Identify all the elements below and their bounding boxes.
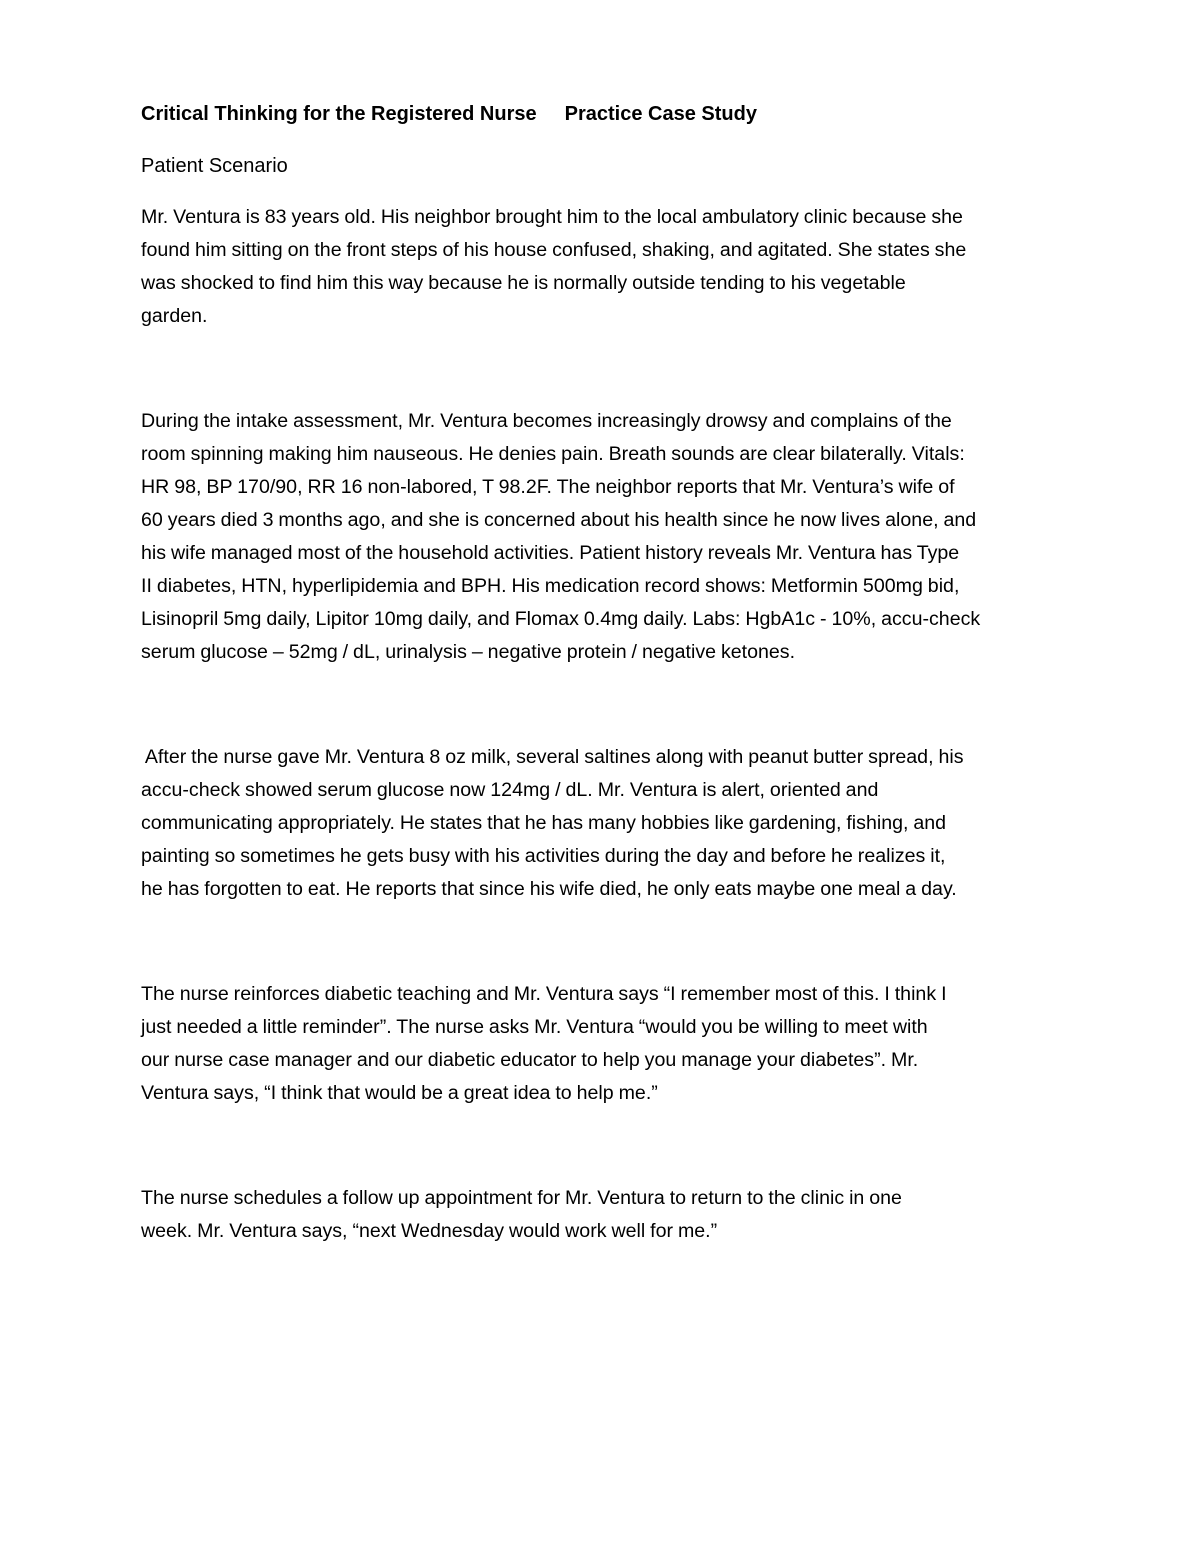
paragraph-line: Ventura says, “I think that would be a great idea to help me.” [141, 1082, 658, 1104]
paragraph-line: week. Mr. Ventura says, “next Wednesday would work well for me.” [141, 1220, 718, 1242]
paragraph-line: just needed a little reminder”. The nurse asks Mr. Ventura “would you be willing to meet with [141, 1016, 928, 1038]
paragraph-line: The nurse schedules a follow up appointment for Mr. Ventura to return to the clinic in one [141, 1187, 902, 1209]
document-body [141, 98, 1071, 1248]
paragraph-intro [141, 201, 1071, 333]
paragraph-after-treatment [141, 741, 1071, 906]
paragraph-line: was shocked to find him this way because he is normally outside tending to his vegetable [141, 272, 906, 294]
paragraph-line: our nurse case manager and our diabetic educator to help you manage your diabetes”. Mr. [141, 1049, 919, 1071]
paragraph-line: II diabetes, HTN, hyperlipidemia and BPH. His medication record shows: Metformin 500mg bid, [141, 575, 960, 597]
paragraph-line: HR 98, BP 170/90, RR 16 non-labored, T 98.2F. The neighbor reports that Mr. Ventura’s wife of [141, 476, 955, 498]
paragraph-line: communicating appropriately. He states that he has many hobbies like gardening, fishing, and [141, 812, 947, 834]
paragraph-line: room spinning making him nauseous. He denies pain. Breath sounds are clear bilaterally. Vitals: [141, 443, 965, 465]
paragraph-line: he has forgotten to eat. He reports that since his wife died, he only eats maybe one meal a day. [141, 878, 957, 900]
paragraph-line: During the intake assessment, Mr. Ventura becomes increasingly drowsy and complains of the [141, 410, 952, 432]
paragraph-line: his wife managed most of the household activities. Patient history reveals Mr. Ventura has Type [141, 542, 960, 564]
paragraph-line: painting so sometimes he gets busy with his activities during the day and before he realizes it, [141, 845, 946, 867]
paragraph-line: After the nurse gave Mr. Ventura 8 oz milk, several saltines along with peanut butter spread, his [141, 746, 964, 768]
paragraph-follow-up [141, 1182, 1071, 1248]
paragraph-line: garden. [141, 305, 208, 327]
paragraph-line: The nurse reinforces diabetic teaching and Mr. Ventura says “I remember most of this. I think I [141, 983, 947, 1005]
paragraph-diabetic-teaching [141, 978, 1071, 1110]
paragraph-intake-assessment [141, 405, 1071, 669]
title-practice-case-study: Practice Case Study [564, 103, 757, 125]
patient-scenario-heading: Patient Scenario [141, 155, 288, 177]
paragraph-line: serum glucose – 52mg / dL, urinalysis – negative protein / negative ketones. [141, 641, 796, 663]
paragraph-line: 60 years died 3 months ago, and she is concerned about his health since he now lives alone, and [141, 509, 977, 531]
document-title [141, 98, 1071, 130]
paragraph-line: Mr. Ventura is 83 years old. His neighbor brought him to the local ambulatory clinic because she [141, 206, 963, 228]
paragraph-line: Lisinopril 5mg daily, Lipitor 10mg daily, and Flomax 0.4mg daily. Labs: HgbA1c - 10%, accu-check [141, 608, 981, 630]
paragraph-line: accu-check showed serum glucose now 124mg / dL. Mr. Ventura is alert, oriented and [141, 779, 879, 801]
title-course: Critical Thinking for the Registered Nurse [141, 103, 537, 125]
paragraph-line: found him sitting on the front steps of his house confused, shaking, and agitated. She states she [141, 239, 967, 261]
